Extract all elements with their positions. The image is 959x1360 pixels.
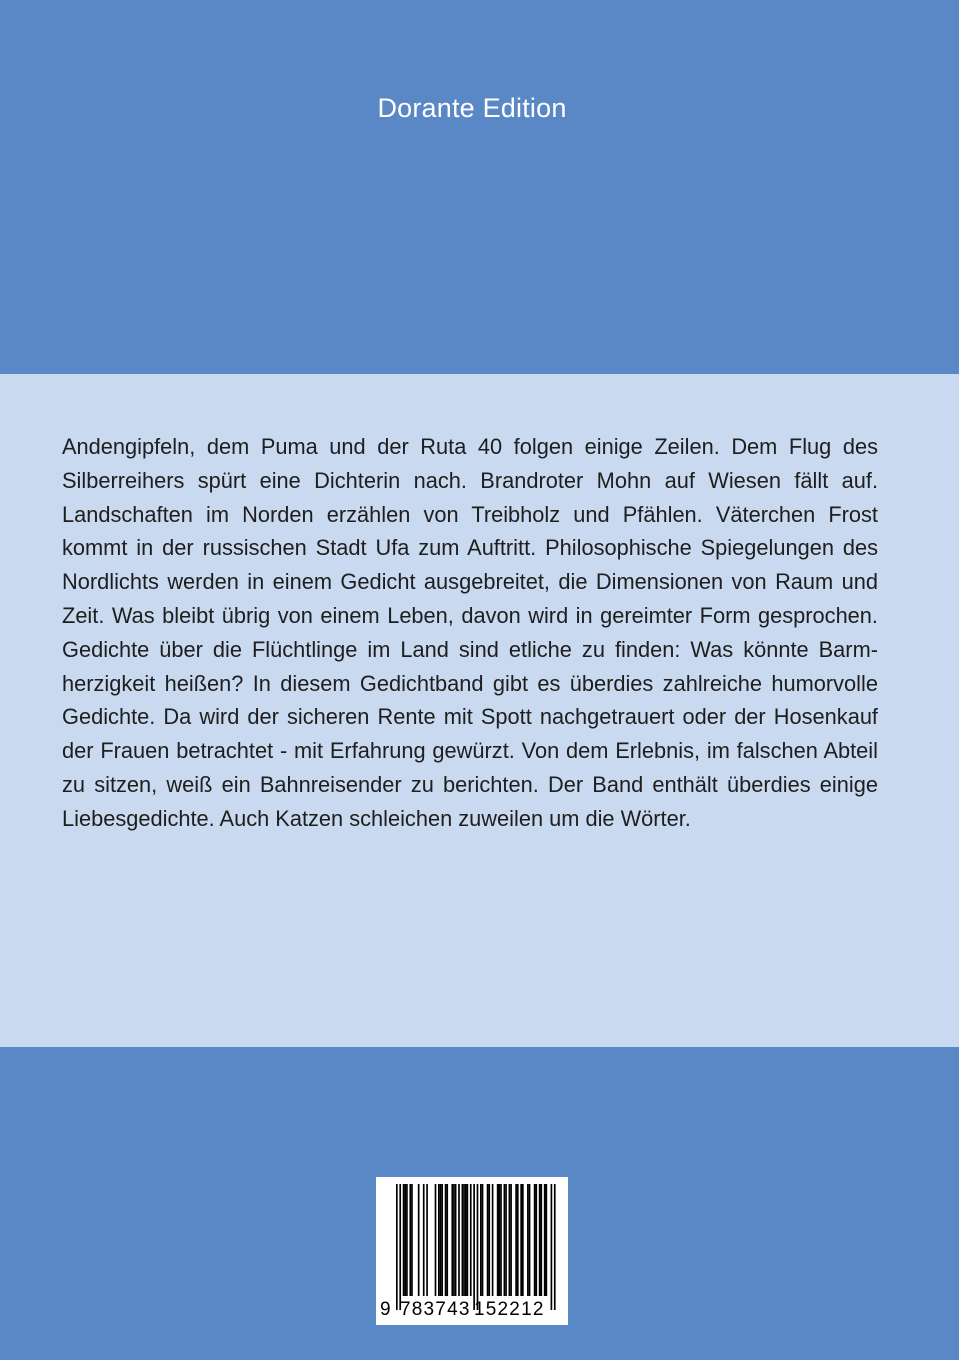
barcode-bar	[544, 1184, 546, 1296]
top-color-band	[0, 0, 959, 374]
barcode-bar	[546, 1184, 548, 1296]
barcode-bar	[458, 1184, 460, 1296]
barcode-bar	[453, 1184, 455, 1296]
barcode-bar	[510, 1184, 512, 1296]
barcode-bar	[418, 1184, 420, 1296]
barcode-bar	[463, 1184, 465, 1296]
barcode-bar	[467, 1184, 469, 1296]
barcode-bar	[482, 1184, 484, 1296]
publisher-name: Dorante Edition	[377, 93, 567, 123]
barcode-bar	[534, 1184, 536, 1296]
barcode-bar	[527, 1184, 529, 1296]
barcode-bar	[517, 1184, 519, 1296]
barcode-right-digits: 152212	[474, 1299, 545, 1320]
barcode-bar	[515, 1184, 517, 1296]
barcode-bar	[487, 1184, 489, 1296]
barcode-bar	[411, 1184, 413, 1296]
isbn-barcode	[376, 1177, 568, 1325]
barcode-bar	[477, 1184, 479, 1310]
barcode-left-digits: 783743	[400, 1299, 471, 1320]
barcode-bar	[423, 1184, 425, 1296]
barcode-bar	[497, 1184, 499, 1296]
barcode-bar	[406, 1184, 408, 1296]
barcode-bar	[403, 1184, 405, 1296]
barcode-bar	[488, 1184, 490, 1296]
barcode-bar	[399, 1184, 401, 1310]
barcode-bar	[445, 1184, 447, 1296]
barcode-bar	[462, 1184, 464, 1296]
barcode-bar	[473, 1184, 475, 1310]
barcode-bar	[504, 1184, 506, 1296]
barcode-bar	[554, 1184, 556, 1310]
barcode-bar	[441, 1184, 443, 1296]
barcode-bar	[505, 1184, 507, 1296]
barcode-bar	[396, 1184, 398, 1310]
barcode-bar	[409, 1184, 411, 1296]
barcode-bar	[426, 1184, 428, 1296]
barcode-bar	[492, 1184, 494, 1296]
barcode-bar	[529, 1184, 531, 1296]
barcode-digits	[376, 1295, 568, 1321]
barcode-bar	[451, 1184, 453, 1296]
barcode-bar	[446, 1184, 448, 1296]
barcode-bar	[465, 1184, 467, 1296]
barcode-bar	[455, 1184, 457, 1296]
barcode-bar	[551, 1184, 553, 1310]
barcode-bar	[540, 1184, 542, 1296]
barcode-bar	[440, 1184, 442, 1296]
barcode-bar	[438, 1184, 440, 1296]
barcode-bar	[522, 1184, 524, 1296]
barcode-bar	[500, 1184, 502, 1296]
barcode-bar	[404, 1184, 406, 1296]
book-blurb: Andengipfeln, dem Puma und der Ruta 40 folgen einige Zeilen. Dem Flug des Silberreihers spürt eine Dichterin nach. Brandroter Mohn auf Wiesen fällt auf. Landschaften im Norden erzählen von Treibholz und Pfählen. Väterchen Frost kommt in der russischen Stadt Ufa zum Auftritt. Philosophische Spiegelungen des Nordlichts werden in einem Gedicht ausgebreitet, die Dimensionen von Raum und Zeit. Was bleibt übrig von einem Leben, davon wird in gereimter Form gesprochen. Gedichte über die Flüchtlinge im Land sind etliche zu finden: Was könnte Barmherzigkeit heißen? In diesem Gedichtband gibt es überdies zahlreiche humorvolle Gedichte. Da wird der sicheren Rente mit Spott nachgetrauert oder der Hosenkauf der Frauen betrachtet - mit Erfahrung gewürzt. Von dem Erlebnis, im falschen Abteil zu sitzen, weiß ein Bahnreisender zu berichten. Der Band enthält überdies einige Liebesgedichte. Auch Katzen schleichen zuweilen um die Wörter.	[62, 434, 878, 831]
barcode-bar	[480, 1184, 482, 1296]
barcode-bar	[520, 1184, 522, 1296]
barcode-bar	[498, 1184, 500, 1296]
barcode-bar	[509, 1184, 511, 1296]
barcode-first-digit: 9	[380, 1299, 391, 1320]
barcode-bar	[470, 1184, 472, 1296]
barcode-bar	[535, 1184, 537, 1296]
barcode-bar	[435, 1184, 437, 1296]
barcode-bar	[539, 1184, 541, 1296]
